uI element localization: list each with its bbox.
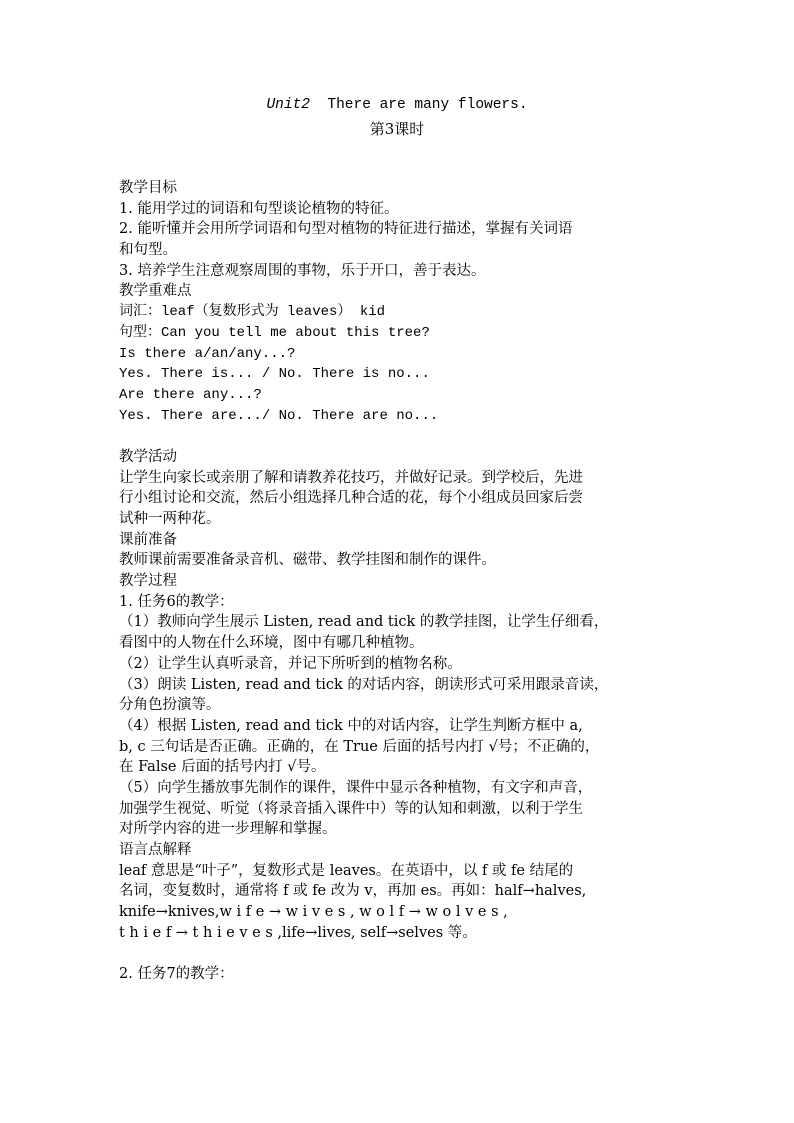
pattern-line: Yes. There are.../ No. There are no... [119,407,439,424]
document-body [119,178,679,985]
goal-item: 和句型。 [119,242,177,259]
pattern-line: Yes. There is... / No. There is no... [119,366,430,383]
goal-item: 1. 能用学过的词语和句型谈论植物的特征。 [119,200,399,217]
language-line: t h i e f → t h i e v e s ,life→lives, self→selves 等。 [119,924,477,941]
blank-line [119,943,679,964]
task7-heading: 2. 任务7的教学： [119,966,234,983]
process-line: b, c 三句话是否正确。正确的，在 True 后面的括号内打 √号；不正确的， [119,738,600,755]
activity-line: 试种一两种花。 [119,511,221,527]
unit-title [0,97,794,113]
language-heading: 语言点解释 [119,842,192,858]
activity-line: 行小组讨论和交流，然后小组选择几种合适的花，每个小组成员回家后尝 [119,490,583,507]
prep-text: 教师课前需要准备录音机、磁带、教学挂图和制作的课件。 [119,552,496,569]
process-line: 分角色扮演等。 [119,697,221,714]
activities-heading: 教学活动 [119,448,177,465]
language-line: leaf 意思是“叶子”，复数形式是 leaves。在英语中，以 f 或 fe 结尾的 [119,862,574,879]
language-line: 名词，变复数时，通常将 f 或 fe 改为 v，再加 es。再如：half→halves, [119,883,587,900]
process-line: （5）向学生播放事先制作的课件，课件中显示各种植物，有文字和声音， [119,779,593,796]
vocab-line: 词汇：leaf（复数形式为 leaves） kid [119,304,386,321]
language-line: knife→knives,w i f e → w i v e s , w o l f → w o l v e s , [119,904,508,921]
prep-heading: 课前准备 [119,531,177,548]
blank-line [119,426,679,447]
process-line: （2）让学生认真听录音，并记下所听到的植物名称。 [119,655,462,672]
process-line: （4）根据 Listen, read and tick 中的对话内容，让学生判断方框中 a, [119,717,583,734]
sentence-pattern-line: 句型：Can you tell me about this tree? [119,324,430,341]
activity-line: 让学生向家长或亲朋了解和请教养花技巧，并做好记录。到学校后，先进 [119,469,583,486]
process-line: 加强学生视觉、听觉（将录音插入课件中）等的认知和刺激，以利于学生 [119,800,583,817]
lesson-number: 第3课时 [369,120,425,138]
task6-heading: 1. 任务6的教学： [119,593,234,610]
unit-label: Unit2 [266,97,310,113]
pattern-line: Are there any...? [119,386,262,403]
process-line: （1）教师向学生展示 Listen, read and tick 的教学挂图，让学生仔细看， [119,614,609,631]
process-line: 看图中的人物在什么环境，图中有哪几种植物。 [119,635,424,652]
goals-heading: 教学目标 [119,180,177,196]
unit-title-text: There are many flowers. [327,97,528,113]
process-line: 对所学内容的进一步理解和掌握。 [119,821,337,838]
process-line: 在 False 后面的括号内打 √号。 [119,759,326,776]
goal-item: 3. 培养学生注意观察周围的事物，乐于开口，善于表达。 [119,262,486,279]
process-heading: 教学过程 [119,573,177,590]
process-line: （3）朗读 Listen, read and tick 的对话内容，朗读形式可采用跟录音读， [119,676,609,693]
key-points-heading: 教学重难点 [119,283,192,300]
goal-item: 2. 能听懂并会用所学词语和句型对植物的特征进行描述，掌握有关词语 [119,221,573,238]
pattern-line: Is there a/an/any...? [119,345,296,362]
